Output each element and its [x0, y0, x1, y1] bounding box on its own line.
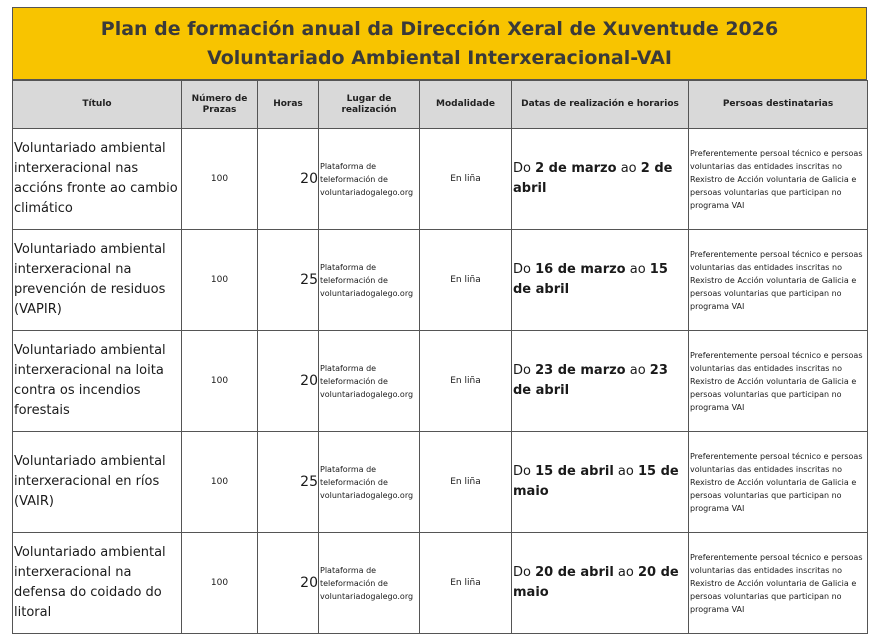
- location: Plataforma de teleformación de voluntariadogalego.org: [319, 129, 420, 230]
- target-audience: Preferentemente persoal técnico e persoas voluntarias das entidades inscritas no Rexistro de Acción voluntaria de Galicia e persoas voluntarias que participan no programa VAI: [689, 230, 868, 331]
- start-date: 16 de marzo: [535, 262, 626, 277]
- column-header-prazas: Número de Prazas: [182, 81, 258, 129]
- places-count: 100: [182, 432, 258, 533]
- column-header-horas: Horas: [258, 81, 319, 129]
- dates-prefix: Do: [513, 262, 536, 277]
- modality: En liña: [420, 533, 512, 634]
- end-date: 23 de abril: [513, 363, 668, 398]
- table-row: [13, 129, 868, 230]
- column-header-modalidade: Modalidade: [420, 81, 512, 129]
- dates: [512, 230, 689, 331]
- modality: En liña: [420, 129, 512, 230]
- places-count: 100: [182, 533, 258, 634]
- dates: [512, 129, 689, 230]
- hours-count: 25: [258, 432, 319, 533]
- table-header-row: [13, 81, 868, 129]
- hours-count: 20: [258, 533, 319, 634]
- table-row: [13, 331, 868, 432]
- dates-prefix: Do: [513, 464, 536, 479]
- column-header-titulo: Título: [13, 81, 182, 129]
- target-audience: Preferentemente persoal técnico e persoas voluntarias das entidades inscritas no Rexistro de Acción voluntaria de Galicia e persoas voluntarias que participan no programa VAI: [689, 533, 868, 634]
- target-audience: Preferentemente persoal técnico e persoas voluntarias das entidades inscritas no Rexistro de Acción voluntaria de Galicia e persoas voluntarias que participan no programa VAI: [689, 129, 868, 230]
- dates-connector: ao: [616, 161, 641, 176]
- course-title: Voluntariado ambiental interxeracional na defensa do coidado do litoral: [13, 533, 182, 634]
- dates: [512, 432, 689, 533]
- target-audience: Preferentemente persoal técnico e persoas voluntarias das entidades inscritas no Rexistro de Acción voluntaria de Galicia e persoas voluntarias que participan no programa VAI: [689, 432, 868, 533]
- table-row: [13, 230, 868, 331]
- location: Plataforma de teleformación de voluntariadogalego.org: [319, 432, 420, 533]
- dates-prefix: Do: [513, 565, 536, 580]
- header-title: Plan de formación anual da Dirección Xeral de Xuventude 2026: [100, 17, 779, 40]
- dates-prefix: Do: [513, 363, 536, 378]
- hours-count: 25: [258, 230, 319, 331]
- places-count: 100: [182, 129, 258, 230]
- course-title: Voluntariado ambiental interxeracional nas accións fronte ao cambio climático: [13, 129, 182, 230]
- start-date: 15 de abril: [535, 464, 614, 479]
- location: Plataforma de teleformación de voluntariadogalego.org: [319, 230, 420, 331]
- location: Plataforma de teleformación de voluntariadogalego.org: [319, 331, 420, 432]
- start-date: 23 de marzo: [535, 363, 626, 378]
- hours-count: 20: [258, 331, 319, 432]
- training-plan-document: [12, 7, 867, 634]
- course-title: Voluntariado ambiental interxeracional na prevención de residuos (VAPIR): [13, 230, 182, 331]
- start-date: 20 de abril: [535, 565, 614, 580]
- target-audience: Preferentemente persoal técnico e persoas voluntarias das entidades inscritas no Rexistro de Acción voluntaria de Galicia e persoas voluntarias que participan no programa VAI: [689, 331, 868, 432]
- location: Plataforma de teleformación de voluntariadogalego.org: [319, 533, 420, 634]
- end-date: 2 de abril: [513, 161, 673, 196]
- dates-connector: ao: [625, 363, 650, 378]
- dates-connector: ao: [613, 565, 638, 580]
- dates-connector: ao: [625, 262, 650, 277]
- end-date: 20 de maio: [513, 565, 679, 600]
- places-count: 100: [182, 230, 258, 331]
- places-count: 100: [182, 331, 258, 432]
- start-date: 2 de marzo: [535, 161, 617, 176]
- course-title: Voluntariado ambiental interxeracional en ríos (VAIR): [13, 432, 182, 533]
- modality: En liña: [420, 432, 512, 533]
- hours-count: 20: [258, 129, 319, 230]
- course-title: Voluntariado ambiental interxeracional na loita contra os incendios forestais: [13, 331, 182, 432]
- column-header-datas: Datas de realización e horarios: [512, 81, 689, 129]
- table-row: [13, 533, 868, 634]
- dates: [512, 331, 689, 432]
- table-row: [13, 432, 868, 533]
- end-date: 15 de maio: [513, 464, 679, 499]
- header-subtitle: Voluntariado Ambiental Interxeracional-VAI: [207, 46, 672, 69]
- document-header: [12, 7, 867, 80]
- column-header-lugar: Lugar de realización: [319, 81, 420, 129]
- dates: [512, 533, 689, 634]
- dates-prefix: Do: [513, 161, 536, 176]
- column-header-persoas: Persoas destinatarias: [689, 81, 868, 129]
- modality: En liña: [420, 230, 512, 331]
- course-table: [12, 80, 868, 634]
- dates-connector: ao: [613, 464, 638, 479]
- modality: En liña: [420, 331, 512, 432]
- end-date: 15 de abril: [513, 262, 668, 297]
